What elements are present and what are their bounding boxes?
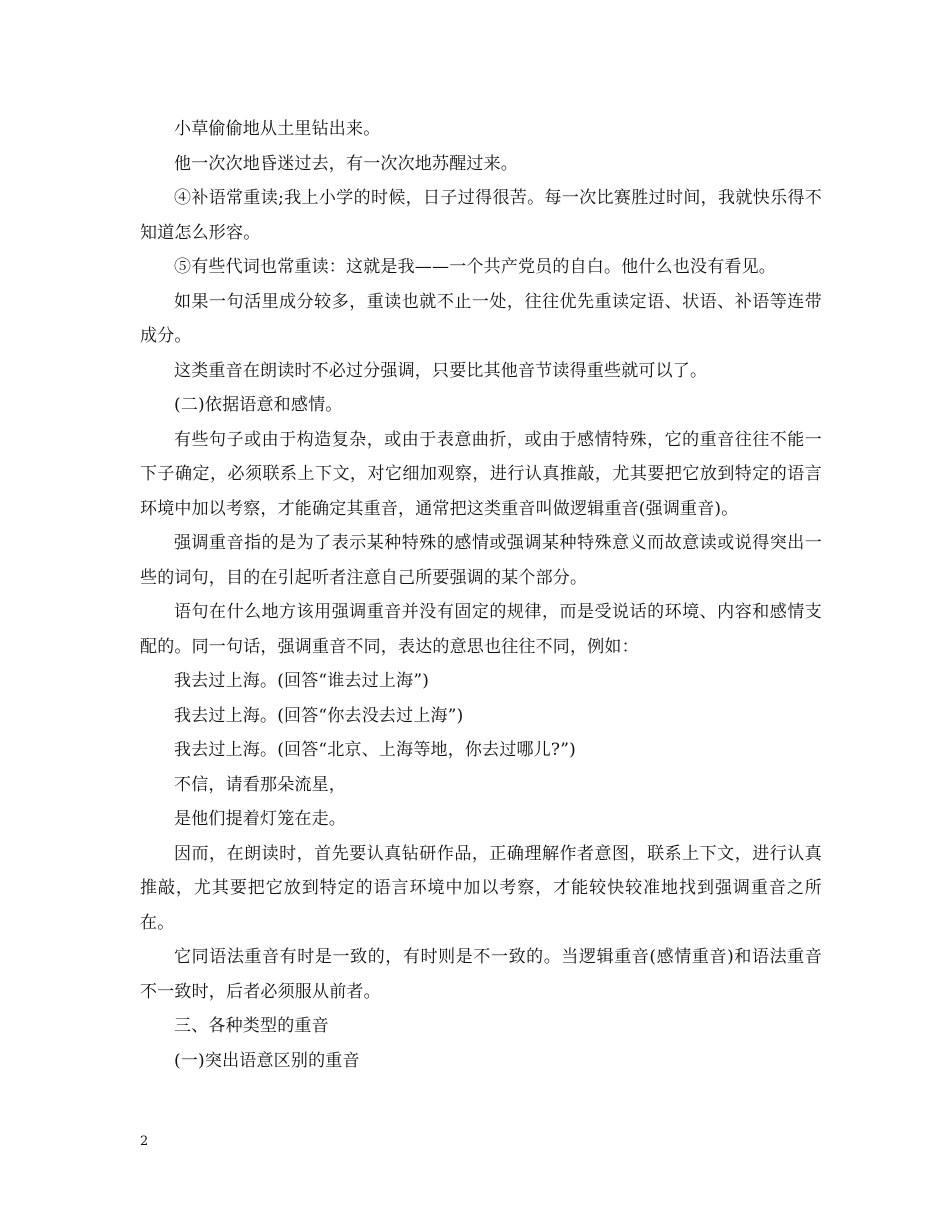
paragraph: 小草偷偷地从土里钻出来。 [174,119,381,139]
example-line: 我去过上海。(回答“谁去过上海”) [174,671,430,691]
paragraph: 这类重音在朗读时不必过分强调，只要比其他音节读得重些就可以了。 [174,360,708,381]
paragraph: 他一次次地昏迷过去，有一次次地苏醒过来。 [174,153,518,174]
paragraph: ⑤有些代词也常重读：这就是我——一个共产党员的自白。他什么也没有看见。 [174,257,776,277]
example-line: 我去过上海。(回答“你去没去过上海”) [174,705,464,726]
paragraph: 语句在什么地方该用强调重音并没有固定的规律，而是受说话的环境、内容和感情支配的。同一句话，强调重音不同，表达的意思也往往不同，例如： [140,602,822,657]
paragraph: 如果一句活里成分较多，重读也就不止一处，往往优先重读定语、状语、补语等连带成分。 [140,291,822,346]
poem-line: 不信，请看那朵流星， [174,774,346,795]
paragraph: 它同语法重音有时是一致的，有时则是不一致的。当逻辑重音(感情重音)和语法重音不一致时，后者必须服从前者。 [140,947,822,1002]
section-subheading: (二)依据语意和感情。 [174,395,343,415]
paragraph: 因而，在朗读时，首先要认真钻研作品，正确理解作者意图，联系上下文，进行认真推敲，尤其要把它放到特定的语言环境中加以考察，才能较快较准地找到强调重音之所在。 [140,843,822,933]
example-line: 我去过上海。(回答“北京、上海等地，你去过哪儿?”) [174,740,576,760]
section-subheading: (一)突出语意区别的重音 [174,1050,360,1071]
page-number: 2 [140,1134,149,1149]
paragraph: 强调重音指的是为了表示某种特殊的感情或强调某种特殊意义而故意读或说得突出一些的词句，目的在引起听者注意自己所要强调的某个部分。 [140,533,822,588]
paragraph: ④补语常重读;我上小学的时候，日子过得很苦。每一次比赛胜过时间，我就快乐得不知道怎么形容。 [140,188,822,243]
body-text [140,112,822,1078]
poem-line: 是他们提着灯笼在走。 [174,809,346,829]
paragraph: 有些句子或由于构造复杂，或由于表意曲折，或由于感情特殊，它的重音往往不能一下子确定，必须联系上下文，对它细加观察，进行认真推敲，尤其要把它放到特定的语言环境中加以考察，才能确定其重音，通常把这类重音叫做逻辑重音(强调重音)。 [140,429,822,519]
section-heading: 三、各种类型的重音 [174,1016,329,1036]
